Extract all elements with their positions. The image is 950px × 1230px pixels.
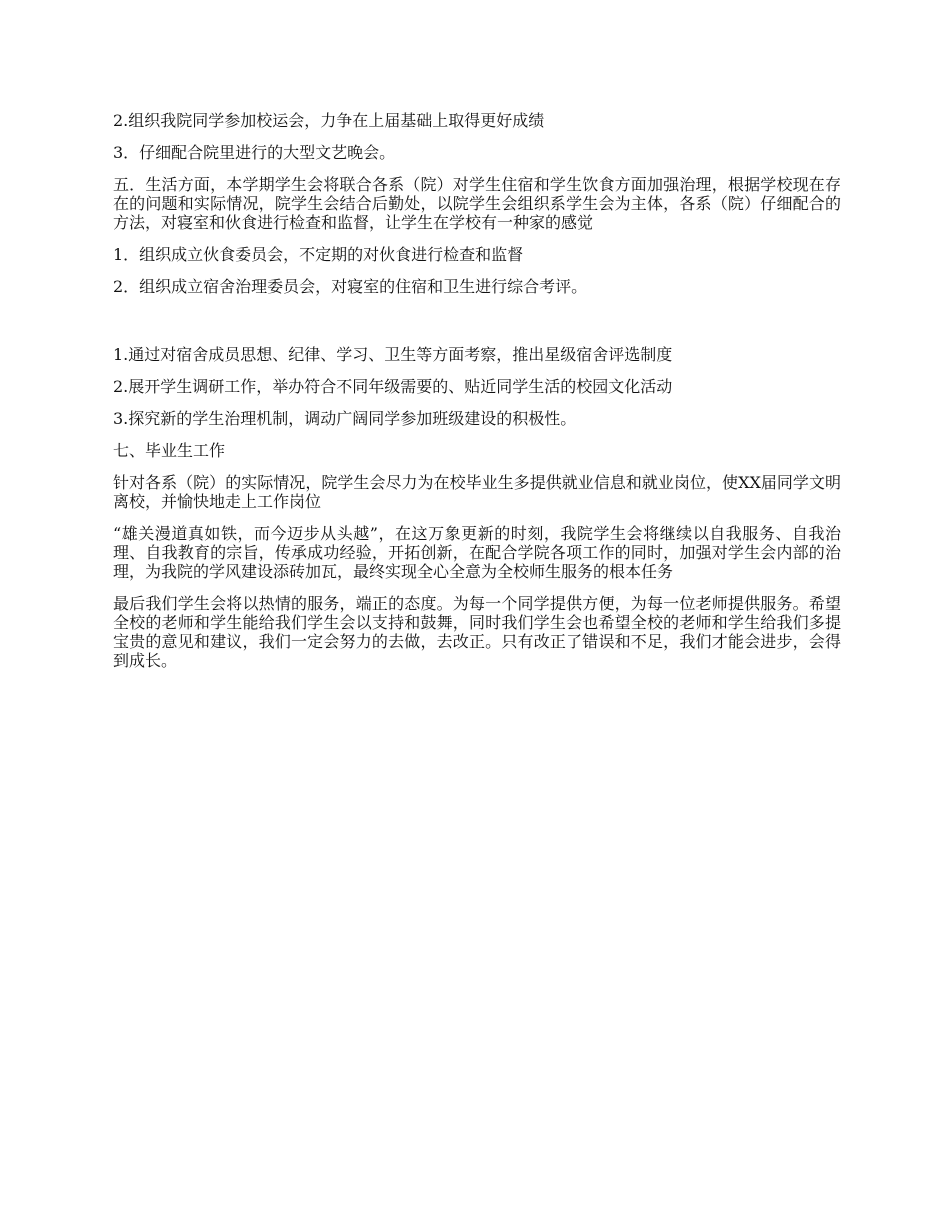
paragraph-research-activities: 2.展开学生调研工作，举办符合不同年级需要的、贴近同学生活的校园文化活动 [113,377,673,396]
paragraph-sports-meet: 2.组织我院同学参加校运会，力争在上届基础上取得更好成绩 [113,111,545,130]
paragraph-new-mechanism: 3.探究新的学生治理机制，调动广阔同学参加班级建设的积极性。 [113,409,577,428]
paragraph-motto: “雄关漫道真如铁，而今迈步从头越”，在这万象更新的时刻，我院学生会将继续以自我服务、自我治理、自我教育的宗旨，传承成功经验，开拓创新，在配合学院各项工作的同时，加强对学生会内部的治理，为我院的学风建设添砖加瓦，最终实现全心全意为全校师生服务的根本任务 [113,524,841,581]
paragraph-food-committee: 1．组织成立伙食委员会，不定期的对伙食进行检查和监督 [113,245,524,264]
paragraph-art-evening: 3．仔细配合院里进行的大型文艺晚会。 [113,143,396,162]
paragraph-closing: 最后我们学生会将以热情的服务，端正的态度。为每一个同学提供方便，为每一位老师提供服务。希望全校的老师和学生能给我们学生会以支持和鼓舞，同时我们学生会也希望全校的老师和学生给我们多提宝贵的意见和建议，我们一定会努力的去做，去改正。只有改正了错误和不足，我们才能会进步，会得到成长。 [113,594,841,670]
paragraph-star-dorm: 1.通过对宿舍成员思想、纪律、学习、卫生等方面考察，推出星级宿舍评选制度 [113,345,673,364]
paragraph-section-five-life: 五．生活方面，本学期学生会将联合各系（院）对学生住宿和学生饮食方面加强治理，根据学校现在存在的问题和实际情况，院学生会结合后勤处，以院学生会组织系学生会为主体，各系（院）仔细配合的方法，对寝室和伙食进行检查和监督，让学生在学校有一种家的感觉 [113,175,841,232]
document-body [113,111,841,683]
paragraph-dorm-committee: 2．组织成立宿舍治理委员会，对寝室的住宿和卫生进行综合考评。 [113,277,588,296]
blank-gap [113,309,841,345]
paragraph-graduate-jobs: 针对各系（院）的实际情况，院学生会尽力为在校毕业生多提供就业信息和就业岗位，使XX届同学文明离校，并愉快地走上工作岗位 [113,473,841,511]
heading-section-seven-graduates: 七、毕业生工作 [113,441,226,460]
